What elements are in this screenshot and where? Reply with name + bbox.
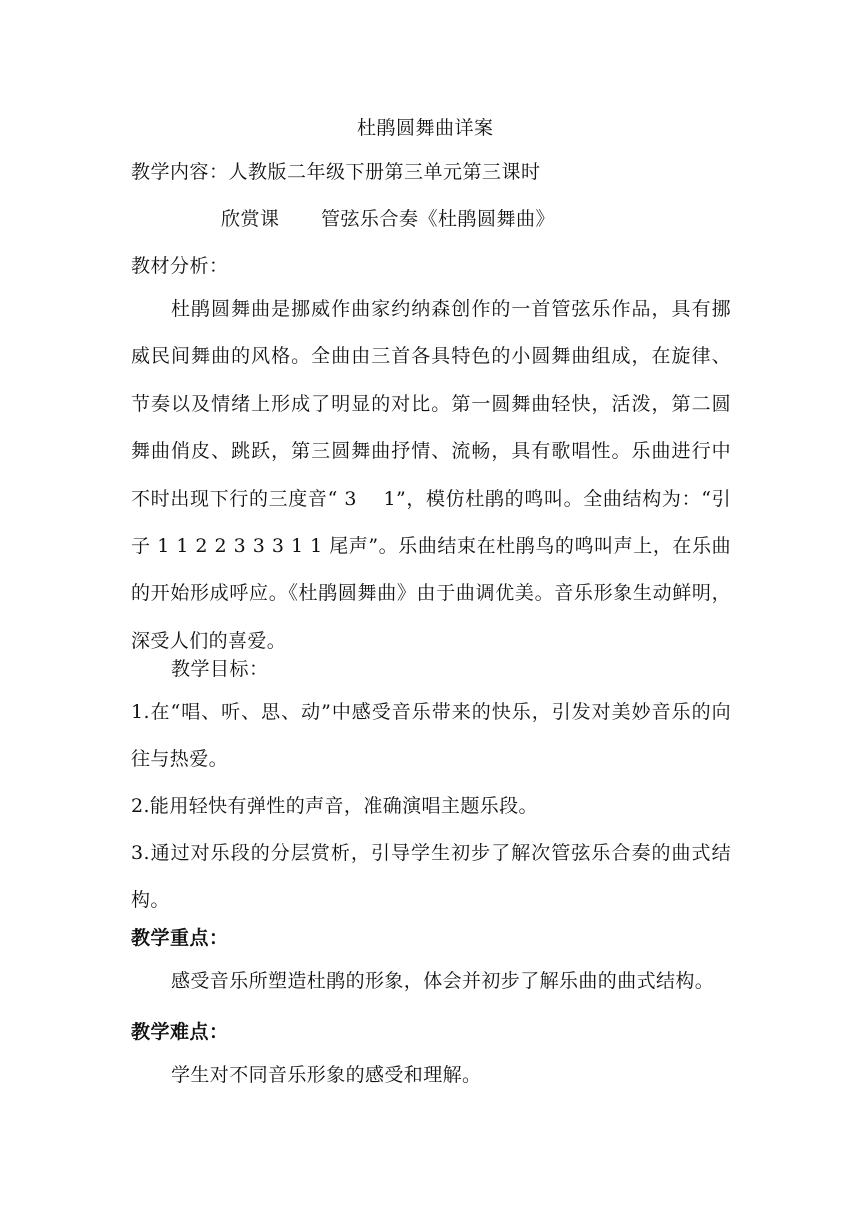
key-points-text: 感受音乐所塑造杜鹃的形象，体会并初步了解乐曲的曲式结构。 [171,970,715,992]
objective-item-1: 1.在“唱、听、思、动”中感受音乐带来的快乐，引发对美妙音乐的向往与热爱。 [131,701,731,771]
difficulties-heading: 教学难点： [131,1021,229,1043]
analysis-heading: 教材分析： [131,255,229,277]
document-title: 杜鹃圆舞曲详案 [357,117,494,139]
analysis-paragraph: 杜鹃圆舞曲是挪威作曲家约纳森创作的一首管弦乐作品，具有挪威民间舞曲的风格。全曲由三首各具特色的小圆舞曲组成，在旋律、节奏以及情绪上形成了明显的对比。第一圆舞曲轻快，活泼，第二圆舞曲俏皮、跳跃，第三圆舞曲抒情、流畅，具有歌唱性。乐曲进行中不时出现下行的三度音“ 3 1”，模仿杜鹃的鸣叫。全曲结构为：“引子 1 1 2 2 3 3 3 1 1 尾声”。乐曲结束在杜鹃鸟的鸣叫声上，在乐曲的开始形成呼应。《杜鹃圆舞曲》由于曲调优美。音乐形象生动鲜明，深受人们的喜爱。 [131,298,731,652]
key-points-heading: 教学重点： [131,927,229,949]
difficulties-text: 学生对不同音乐形象的感受和理解。 [171,1064,482,1086]
lesson-type: 欣赏课 [221,208,280,230]
objective-item-2: 2.能用轻快有弹性的声音，准确演唱主题乐段。 [131,795,538,817]
piece-name: 管弦乐合奏《杜鹃圆舞曲》 [321,208,556,230]
teaching-content: 教学内容：人教版二年级下册第三单元第三课时 [131,161,541,183]
objectives-heading: 教学目标： [171,658,269,680]
objective-item-3: 3.通过对乐段的分层赏析，引导学生初步了解次管弦乐合奏的曲式结构。 [131,842,731,912]
